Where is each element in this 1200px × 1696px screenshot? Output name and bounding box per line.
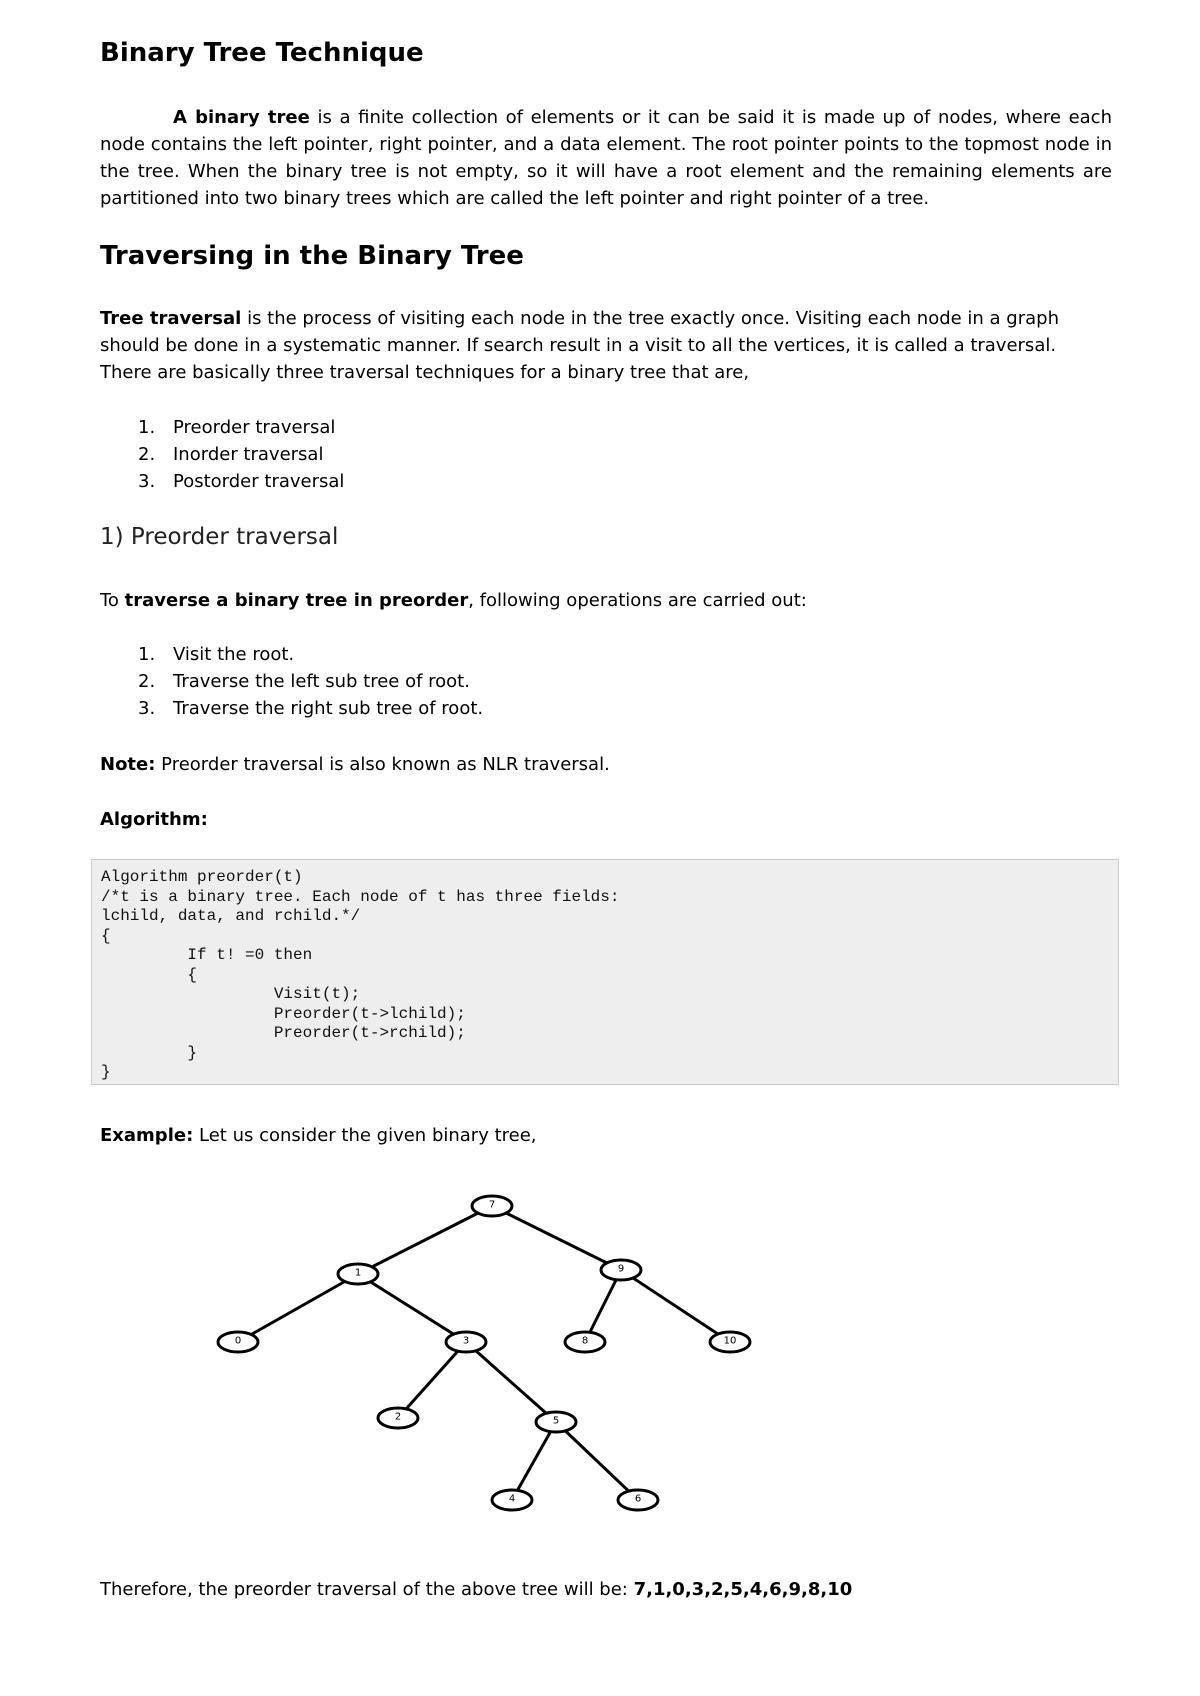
traversal-paragraph (100, 305, 1112, 386)
preorder-intro (100, 587, 807, 614)
tree-node-label: 6 (634, 1493, 642, 1505)
traversal-text: is the process of visiting each node in the tree exactly once. Visiting each node in a graph should be done in a systematic manner. If search result in a visit to all the vertices, it is called a traversal. There are basically three traversal techniques for a binary tree that are, (100, 308, 1059, 383)
tree-edge (398, 1342, 466, 1418)
list-item-number: 1. (138, 644, 156, 665)
tree-node-label: 9 (617, 1263, 625, 1275)
preorder-intro-bold: traverse a binary tree in preorder (124, 590, 469, 611)
tree-node-label: 3 (462, 1335, 470, 1347)
list-item-text: Inorder traversal (173, 444, 324, 465)
list-item-number: 1. (138, 417, 156, 438)
preorder-intro-pre: To (100, 590, 125, 611)
binary-tree-diagram (210, 1190, 770, 1525)
tree-node-label: 10 (723, 1335, 737, 1347)
preorder-intro-text: , following operations are carried out: (468, 590, 807, 611)
list-item-text: Traverse the right sub tree of root. (173, 698, 484, 719)
list-item-text: Preorder traversal (173, 417, 336, 438)
note-text: Preorder traversal is also known as NLR traversal. (155, 754, 610, 775)
code-text: Algorithm preorder(t) /*t is a binary tree. Each node of t has three fields: lchild, data, and rchild.*/ { If t! =0 then { Visit(t); Preorder(t->lchild); Preorder(t->rchild); } } (101, 868, 620, 1081)
tree-node-label: 7 (488, 1199, 496, 1211)
list-item (100, 641, 483, 668)
list-item (100, 414, 344, 441)
tree-node-label: 1 (354, 1267, 362, 1279)
subsection-title: 1) Preorder traversal (100, 524, 339, 550)
list-item-number: 2. (138, 444, 156, 465)
list-item-number: 3. (138, 698, 156, 719)
tree-edge (238, 1274, 358, 1342)
list-item-number: 2. (138, 671, 156, 692)
algorithm-label-text: Algorithm: (100, 809, 208, 830)
example-paragraph (100, 1122, 537, 1149)
note-label: Note: (100, 754, 156, 775)
tree-edge (512, 1422, 556, 1500)
tree-edge (358, 1206, 492, 1274)
intro-paragraph (100, 104, 1112, 212)
example-text: Let us consider the given binary tree, (193, 1125, 537, 1146)
conclusion-paragraph (100, 1576, 852, 1603)
techniques-list (100, 414, 344, 495)
page-title: Binary Tree Technique (100, 38, 424, 68)
tree-node-label: 0 (234, 1335, 242, 1347)
list-item (100, 468, 344, 495)
intro-bold-term: A binary tree (173, 107, 310, 128)
list-item (100, 441, 344, 468)
intro-text: is a finite collection of elements or it can be said it is made up of nodes, where each node contains the left pointer, right pointer, and a data element. The root pointer points to the topmost node in the tree. When the binary tree is not empty, so it will have a root element and the remaining elements are partitioned into two binary trees which are called the left pointer and right pointer of a tree. (100, 107, 1112, 209)
section-title: Traversing in the Binary Tree (100, 241, 524, 271)
note-paragraph (100, 751, 610, 778)
list-item (100, 668, 483, 695)
tree-node-label: 5 (552, 1415, 560, 1427)
tree-edge (556, 1422, 638, 1500)
list-item (100, 695, 483, 722)
list-item-text: Traverse the left sub tree of root. (173, 671, 470, 692)
tree-edge (621, 1270, 730, 1342)
example-label: Example: (100, 1125, 194, 1146)
list-item-text: Visit the root. (173, 644, 295, 665)
tree-node-label: 2 (394, 1411, 402, 1423)
tree-edge (492, 1206, 621, 1270)
list-item-number: 3. (138, 471, 156, 492)
tree-edge (358, 1274, 466, 1342)
traversal-bold-term: Tree traversal (100, 308, 242, 329)
conclusion-result: 7,1,0,3,2,5,4,6,9,8,10 (633, 1579, 853, 1600)
conclusion-text: Therefore, the preorder traversal of the above tree will be: (100, 1579, 634, 1600)
tree-edge (466, 1342, 556, 1422)
code-block (91, 859, 1119, 1085)
tree-node-label: 4 (508, 1493, 516, 1505)
list-item-text: Postorder traversal (173, 471, 345, 492)
steps-list (100, 641, 483, 722)
algorithm-label (100, 806, 208, 833)
tree-node-label: 8 (581, 1335, 589, 1347)
